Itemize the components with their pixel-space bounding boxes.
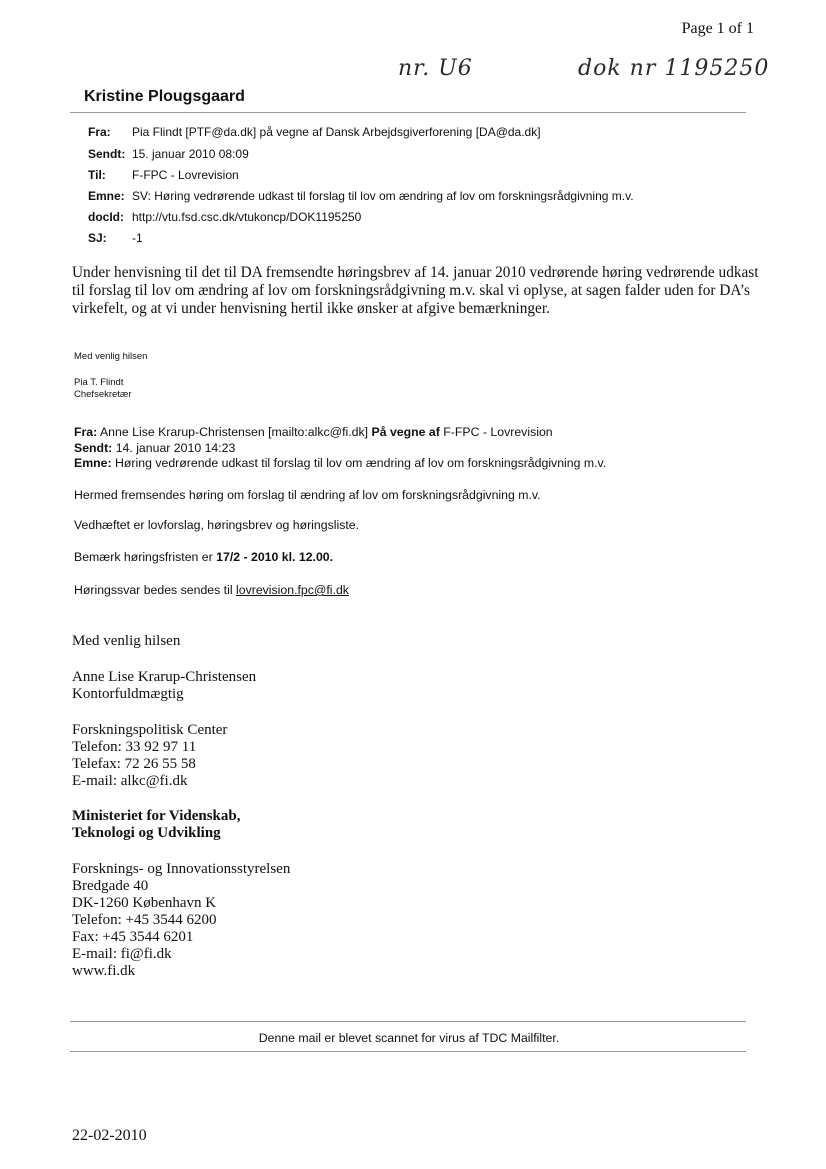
sender-name: Kristine Plougsgaard [84, 88, 245, 105]
quoted-on-behalf-label: På vegne af [371, 425, 440, 439]
quoted-deadline-line [74, 550, 333, 564]
signature-title: Kontorfuldmægtig [72, 686, 184, 702]
org-website: www.fi.dk [72, 963, 136, 979]
virus-notice: Denne mail er blevet scannet for virus af TDC Mailfilter. [258, 1031, 560, 1045]
org-name: Forsknings- og Innovationsstyrelsen [72, 861, 291, 877]
quoted-from-value: Anne Lise Krarup-Christensen [mailto:alkc@fi.dk] [99, 425, 369, 439]
reply-body: Under henvisning til det til DA fremsendte høringsbrev af 14. januar 2010 vedrørende høring vedrørende udkast til forslag til lov om ændring af lov om forskningsrådgivning m.v. skal vi oplyse, at sagen falder uden for DA’s virkefelt, og at vi under henvisning hertil ikke ønsker at afgive bemærkninger. [72, 264, 759, 317]
quoted-from-label: Fra: [74, 425, 98, 439]
header-value-sj: -1 [132, 231, 143, 245]
quoted-subject-value: Høring vedrørende udkast til forslag til lov om ændring af lov om forskningsrådgivning m.v. [115, 456, 607, 470]
quoted-line-2: Vedhæftet er lovforslag, høringsbrev og høringsliste. [74, 518, 360, 532]
header-value-sent: 15. januar 2010 08:09 [132, 147, 249, 161]
header-label-from: Fra: [88, 125, 111, 139]
header-value-from: Pia Flindt [PTF@da.dk] på vegne af Dansk Arbejdsgiverforening [DA@da.dk] [132, 125, 541, 139]
footer-date: 22-02-2010 [72, 1127, 147, 1144]
header-divider [70, 112, 746, 113]
signature-email: E-mail: alkc@fi.dk [72, 773, 188, 789]
signature-phone: Telefon: 33 92 97 11 [72, 739, 197, 755]
quoted-on-behalf-value: F-FPC - Lovrevision [443, 425, 553, 439]
signature-fax: Telefax: 72 26 55 58 [72, 756, 196, 772]
org-email: E-mail: fi@fi.dk [72, 946, 172, 962]
signature-dept: Forskningspolitisk Center [72, 722, 228, 738]
virus-notice-top-rule [70, 1021, 746, 1022]
org-phone: Telefon: +45 3544 6200 [72, 912, 217, 928]
signature-greeting: Med venlig hilsen [72, 633, 181, 649]
handwritten-doc-nr: dok nr 1195250 [578, 56, 770, 81]
signature-name: Anne Lise Krarup-Christensen [72, 669, 257, 685]
virus-notice-bottom-rule [70, 1051, 746, 1052]
quoted-deadline-prefix: Bemærk høringsfristen er [74, 550, 213, 564]
ministry-line-2: Teknologi og Udvikling [72, 825, 221, 841]
org-street: Bredgade 40 [72, 878, 149, 894]
quoted-reply-to-prefix: Høringssvar bedes sendes til [74, 583, 233, 597]
header-value-subject: SV: Høring vedrørende udkast til forslag til lov om ændring af lov om forskningsrådgivning m.v. [132, 189, 634, 203]
org-fax: Fax: +45 3544 6201 [72, 929, 194, 945]
reply-greeting: Med venlig hilsen [74, 351, 148, 362]
quoted-sent-line [74, 441, 235, 455]
quoted-sent-label: Sendt: [74, 441, 113, 455]
quoted-line-1: Hermed fremsendes høring om forslag til ændring af lov om forskningsrådgivning m.v. [74, 488, 541, 502]
page-number: Page 1 of 1 [681, 20, 754, 37]
header-label-docid: docId: [88, 210, 124, 224]
quoted-reply-to-line [74, 583, 349, 597]
reply-signer-name: Pia T. Flindt [74, 377, 124, 388]
reply-email-link[interactable]: lovrevision.fpc@fi.dk [236, 583, 349, 597]
handwritten-nr: nr. U6 [398, 56, 473, 81]
reply-signer-title: Chefsekretær [74, 389, 132, 400]
header-label-subject: Emne: [88, 189, 125, 203]
org-city: DK-1260 København K [72, 895, 217, 911]
quoted-from-line [74, 425, 553, 439]
quoted-deadline-value: 17/2 - 2010 kl. 12.00. [216, 550, 334, 564]
quoted-subject-label: Emne: [74, 456, 112, 470]
quoted-sent-value: 14. januar 2010 14:23 [115, 441, 236, 455]
ministry-line-1: Ministeriet for Videnskab, [72, 808, 241, 824]
header-label-sj: SJ: [88, 231, 107, 245]
header-label-to: Til: [88, 168, 106, 182]
header-label-sent: Sendt: [88, 147, 126, 161]
quoted-subject-line [74, 456, 606, 470]
header-value-to: F-FPC - Lovrevision [132, 168, 239, 182]
header-value-docid: http://vtu.fsd.csc.dk/vtukoncp/DOK1195250 [132, 210, 362, 224]
